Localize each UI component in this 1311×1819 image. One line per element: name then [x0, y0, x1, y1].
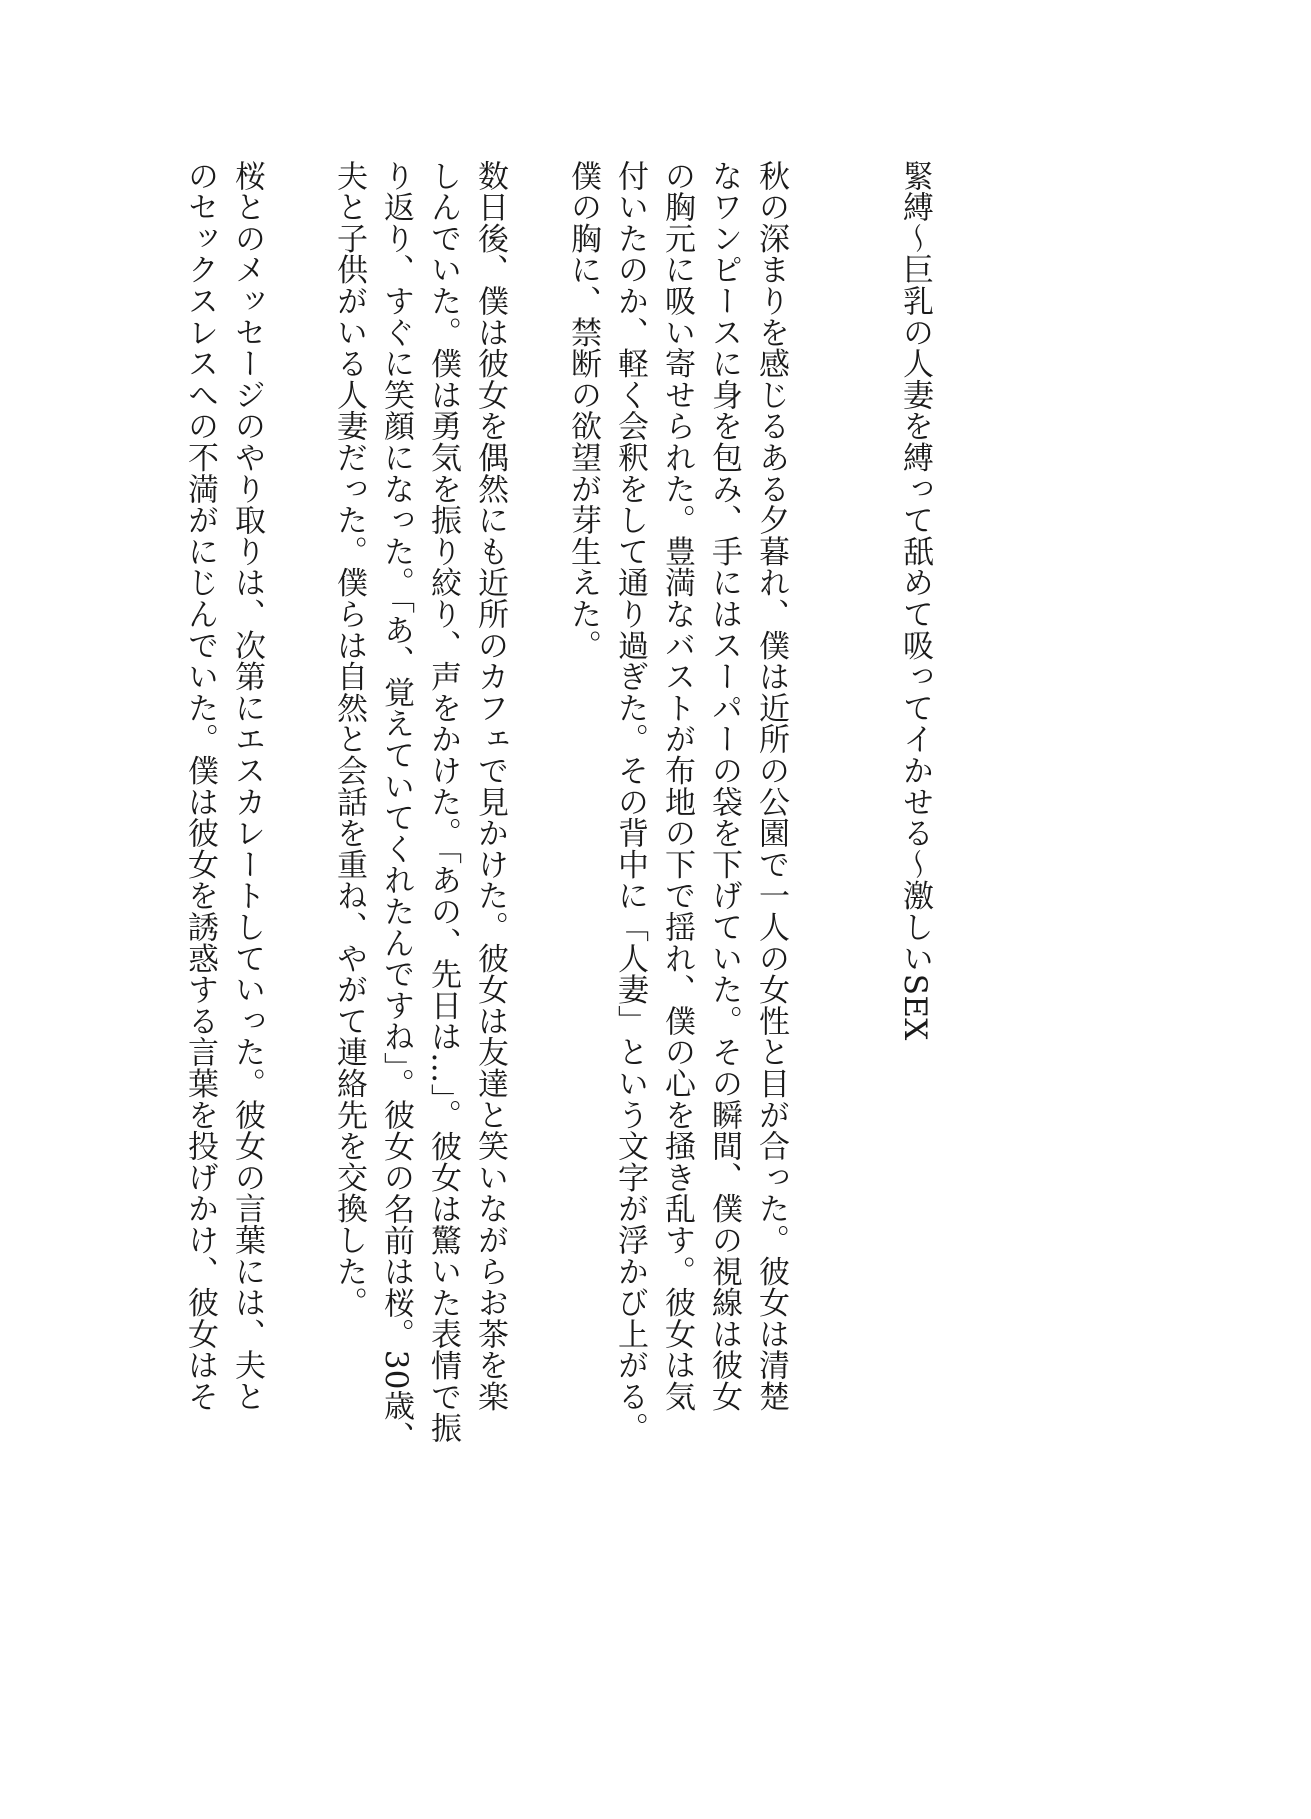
text-line: しんでいた。僕は勇気を振り絞り、声をかけた。「あの、先日は…」。彼女は驚いた表情で振 [425, 160, 461, 1444]
text-line: 付いたのか、軽く会釈をして通り過ぎた。その背中に「人妻」という文字が浮かび上がる。 [612, 160, 648, 1444]
text-line: 僕の胸に、禁断の欲望が芽生えた。 [565, 160, 601, 661]
text-line: の胸元に吸い寄せられた。豊満なバストが布地の下で揺れ、僕の心を掻き乱す。彼女は気 [659, 160, 695, 1412]
text-line: 秋の深まりを感じるある夕暮れ、僕は近所の公園で一人の女性と目が合った。彼女は清楚 [753, 160, 789, 1412]
text-line: のセックスレスへの不満がにじんでいた。僕は彼女を誘惑する言葉を投げかけ、彼女はそ [182, 160, 218, 1412]
text-line: 夫と子供がいる人妻だった。僕らは自然と会話を重ね、やがて連絡先を交換した。 [331, 160, 367, 1319]
document-title: 緊縛～巨乳の人妻を縛って舐めて吸ってイかせる～激しいSEX [897, 160, 933, 1041]
text-line: なワンピースに身を包み、手にはスーパーの袋を下げていた。その瞬間、僕の視線は彼女 [706, 160, 742, 1412]
text-line: 桜とのメッセージのやり取りは、次第にエスカレートしていった。彼女の言葉には、夫と [229, 160, 265, 1412]
text-line: り返り、すぐに笑顔になった。「あ、覚えていてくれたんですね」。彼女の名前は桜。30歳、 [378, 160, 414, 1453]
text-line: 数日後、僕は彼女を偶然にも近所のカフェで見かけた。彼女は友達と笑いながらお茶を楽 [472, 160, 508, 1412]
